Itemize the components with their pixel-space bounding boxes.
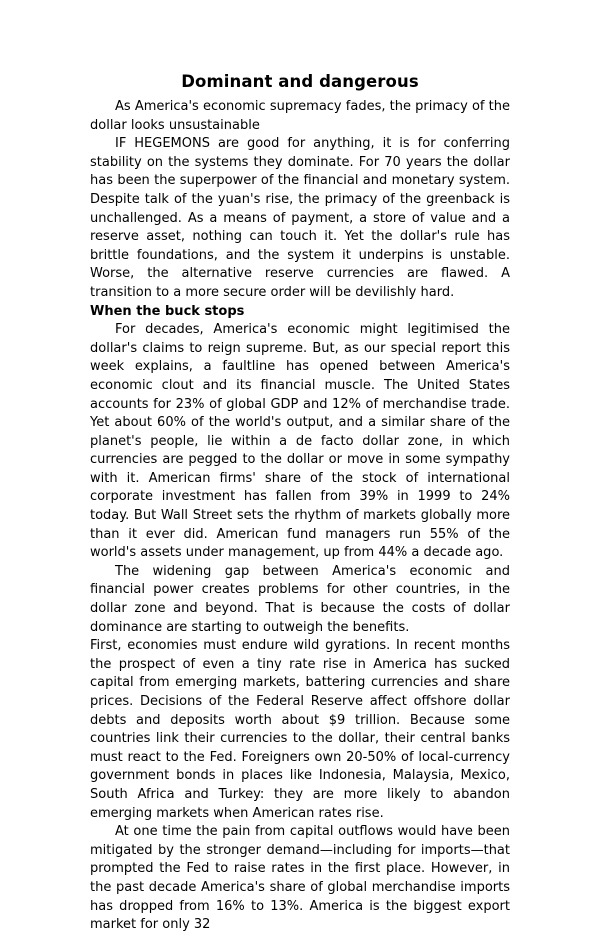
paragraph-widening-gap: The widening gap between America's economic and financial power creates problems for other countries, in the dollar zone and beyond. That is because the costs of dollar dominance are starting to outweigh the benefits.	[90, 563, 510, 635]
paragraph-first-gyrations: First, economies must endure wild gyrations. In recent months the prospect of even a tiny rate rise in America has sucked capital from emerging markets, battering currencies and share prices. Decisions of the Federal Reserve affect offshore dollar debts and deposits worth about $9 trillion. Because some countries link their currencies to the dollar, their central banks must react to the Fed. Foreigners own 20-50% of local-currency government bonds in places like Indonesia, Malaysia, Mexico, South Africa and Turkey: they are more likely to abandon emerging markets when American rates rise.	[90, 638, 510, 821]
paragraph-opening: IF HEGEMONS are good for anything, it is for conferring stability on the systems they dominate. For 70 years the dollar has been the superpower of the financial and monetary system. Despite talk of the yuan's rise, the primacy of the greenback is unchallenged. As a means of payment, a store of value and a reserve asset, nothing can touch it. Yet the dollar's rule has brittle foundations, and the system it underpins is unstable. Worse, the alternative reserve currencies are flawed. A transition to a more secure order will be devilishly hard.	[90, 136, 510, 300]
paragraph-capital-outflows: At one time the pain from capital outflows would have been mitigated by the stronger demand—including for imports—that prompted the Fed to raise rates in the first place. However, in the past decade America's share of global merchandise imports has dropped from 16% to 13%. America is the biggest export market for only 32	[90, 824, 510, 933]
page-title: Dominant and dangerous	[181, 72, 419, 91]
section-subheading: When the buck stops	[90, 303, 245, 319]
article-standfirst: As America's economic supremacy fades, the primacy of the dollar looks unsustainable	[90, 99, 510, 133]
paragraph-decades: For decades, America's economic might legitimised the dollar's claims to reign supreme. But, as our special report this week explains, a faultline has opened between America's economic clout and its financial muscle. The United States accounts for 23% of global GDP and 12% of merchandise trade. Yet about 60% of the world's output, and a similar share of the planet's people, lie within a de facto dollar zone, in which currencies are pegged to the dollar or move in some sympathy with it. American firms' share of the stock of international corporate investment has fallen from 39% in 1999 to 24% today. But Wall Street sets the rhythm of markets globally more than it ever did. American fund managers run 55% of the world's assets under management, up from 44% a decade ago.	[90, 322, 510, 561]
